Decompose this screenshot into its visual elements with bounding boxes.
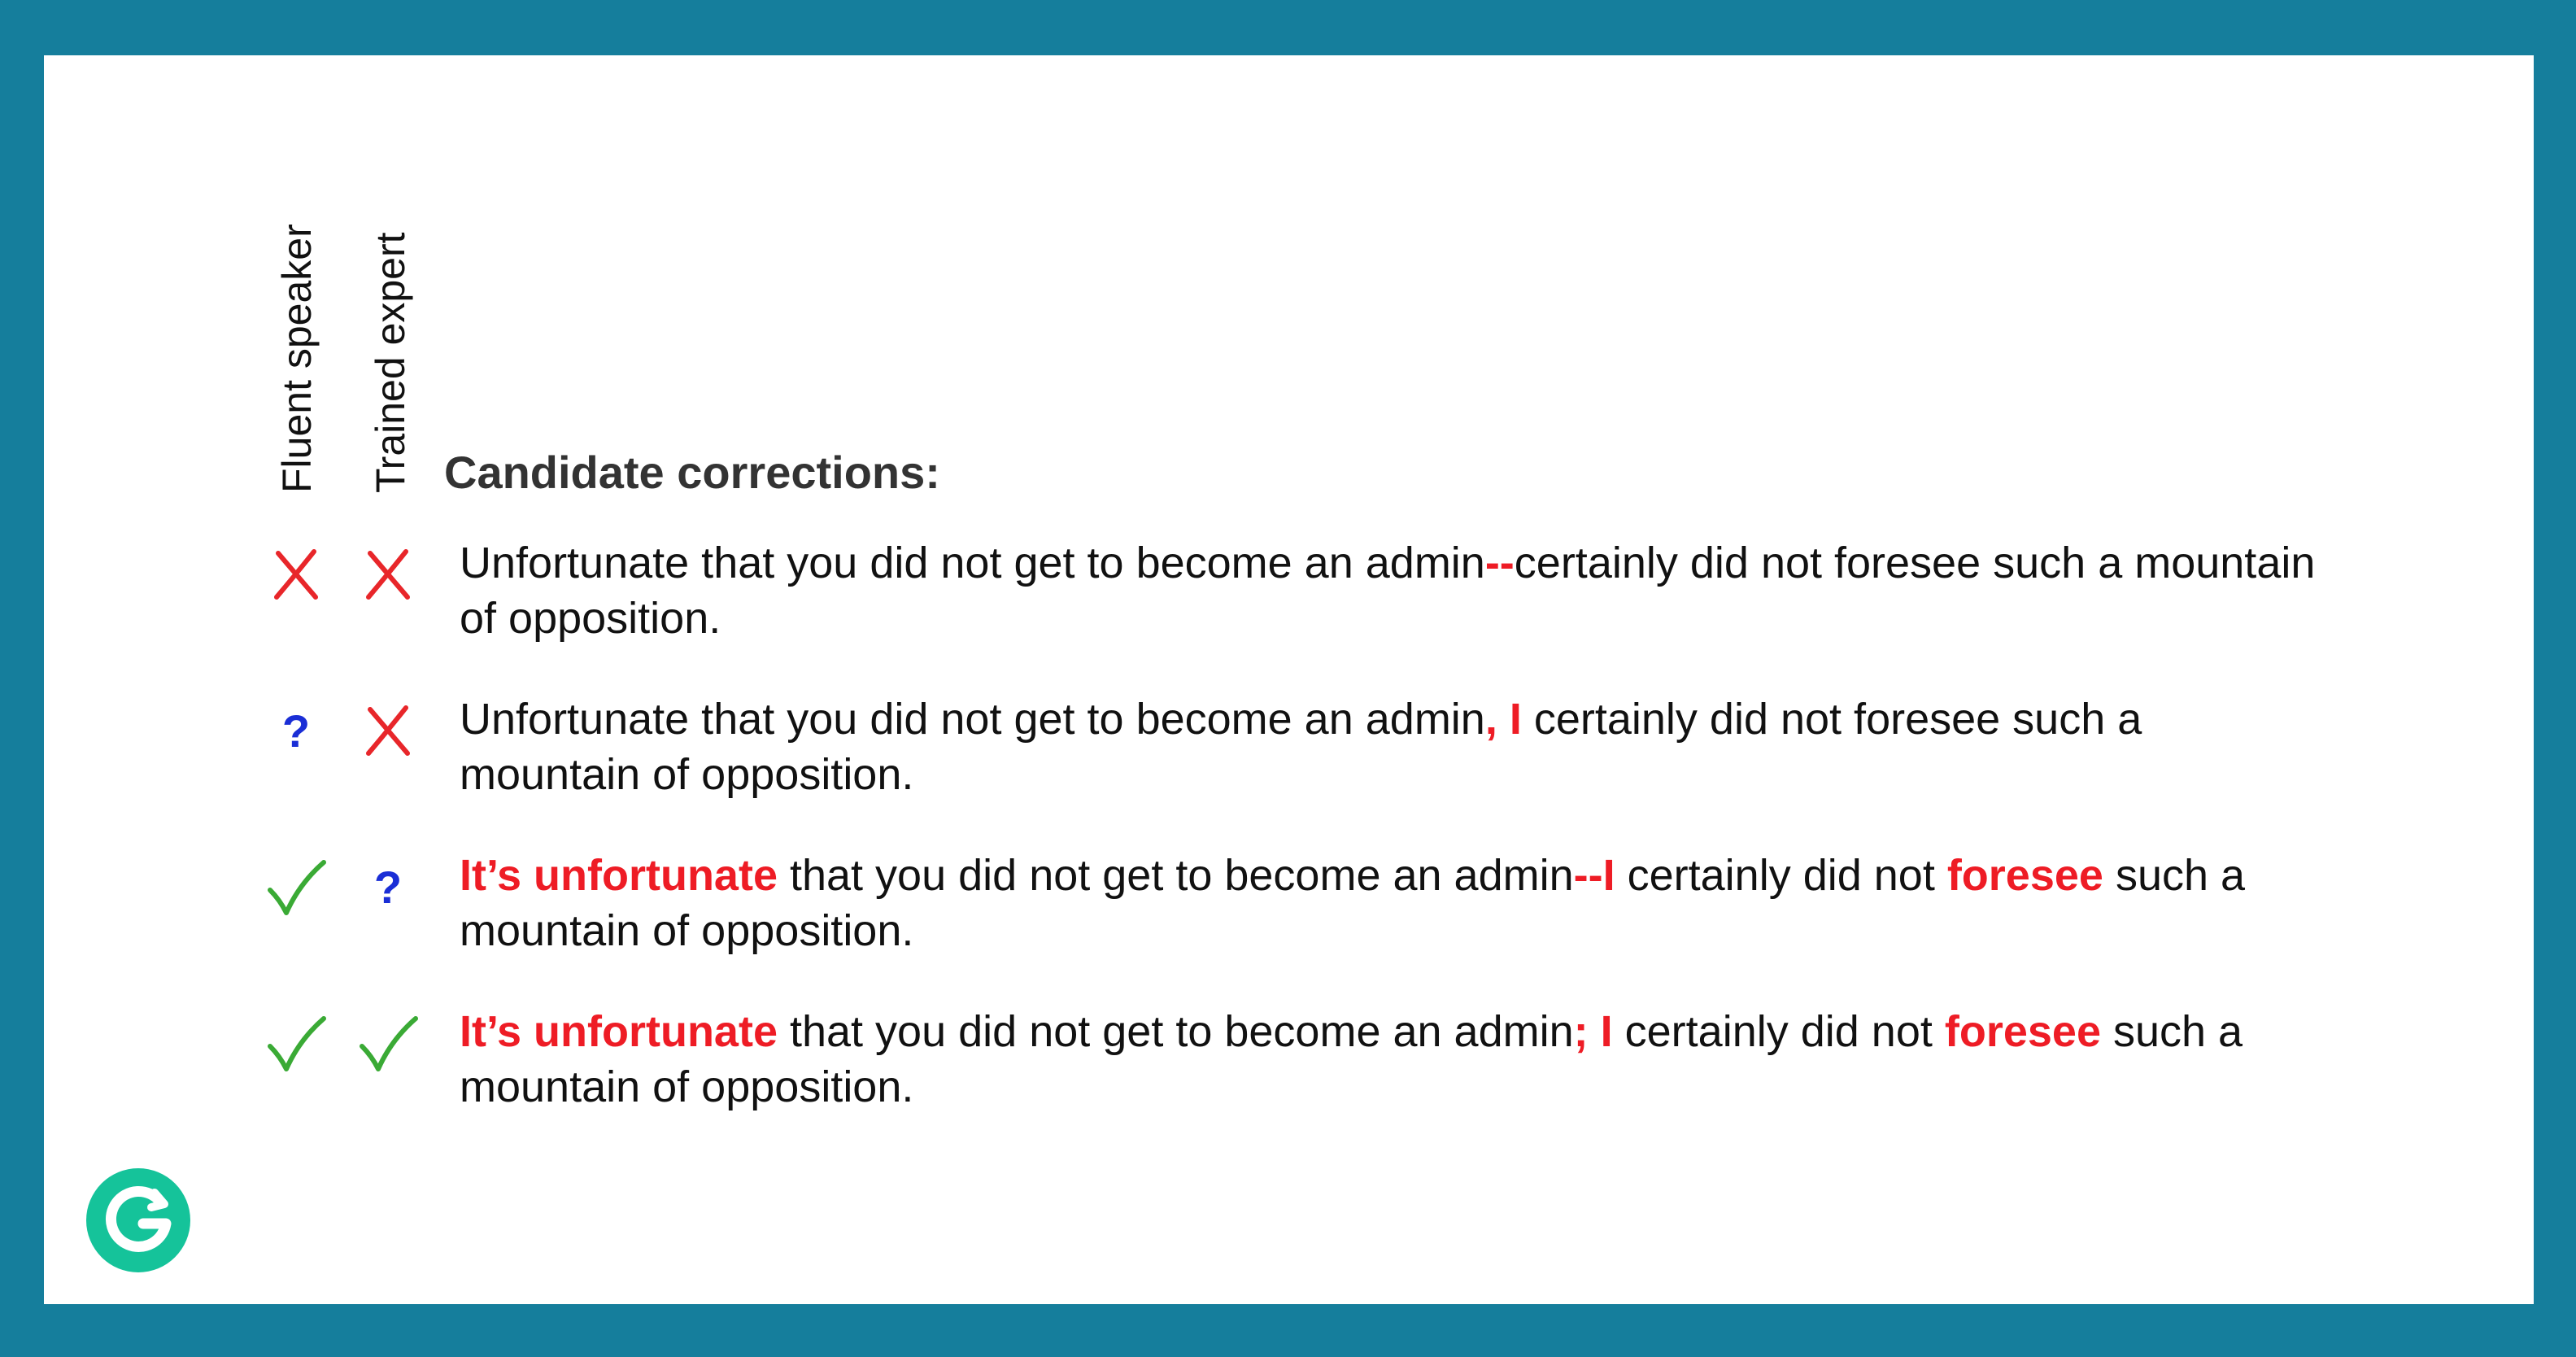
sentence-text: certainly did not [1615, 851, 1947, 900]
edit-highlight: It’s unfortunate [460, 1007, 778, 1056]
candidate-sentence-4 [460, 1004, 2330, 1115]
trained-rating-2 [355, 698, 421, 763]
x-icon [264, 542, 329, 607]
sentence-text: certainly did not [1612, 1007, 1945, 1056]
trained-rating-4 [355, 1010, 421, 1076]
sentence-text: such a mountain of opposition. [460, 851, 2246, 955]
edit-highlight: foresee [1944, 1007, 2101, 1056]
candidate-sentence-1 [460, 535, 2330, 646]
edit-highlight: --I [1573, 851, 1615, 900]
fluent-rating-2 [264, 698, 329, 763]
fluent-rating-3 [264, 854, 329, 919]
sentence-text: such a mountain of opposition. [460, 1007, 2243, 1111]
check-icon [264, 1010, 329, 1076]
edit-highlight: foresee [1946, 851, 2103, 900]
grammarly-logo-icon [86, 1168, 190, 1272]
candidate-corrections-title: Candidate corrections: [444, 447, 940, 498]
check-icon [264, 854, 329, 919]
unsure-mark: ? [281, 705, 311, 757]
sentence-text: certainly did not foresee such a mountain of opposition. [460, 695, 2142, 799]
candidate-sentence-2 [460, 692, 2330, 802]
sentence-text: that you did not get to become an admin [777, 1007, 1574, 1056]
trained-rating-1 [355, 542, 421, 607]
fluent-rating-1 [264, 542, 329, 607]
x-icon [355, 542, 421, 607]
sentence-text: that you did not get to become an admin [777, 851, 1574, 900]
fluent-speaker-header: Fluent speaker [274, 224, 320, 493]
candidate-sentence-3 [460, 848, 2330, 958]
trained-expert-header: Trained expert [368, 232, 413, 493]
check-icon [355, 1010, 421, 1076]
figure-card [44, 55, 2534, 1304]
sentence-text: certainly did not foresee such a mountain of opposition. [460, 539, 2316, 643]
unsure-mark: ? [373, 861, 403, 913]
sentence-text: Unfortunate that you did not get to become an admin [460, 539, 1485, 587]
edit-highlight: It’s unfortunate [460, 851, 778, 900]
edit-highlight: , I [1484, 695, 1522, 744]
edit-highlight: ; I [1573, 1007, 1613, 1056]
fluent-rating-4 [264, 1010, 329, 1076]
trained-rating-3 [355, 854, 421, 919]
x-icon [355, 698, 421, 763]
sentence-text: Unfortunate that you did not get to become an admin [460, 695, 1485, 744]
edit-highlight: -- [1484, 539, 1515, 587]
